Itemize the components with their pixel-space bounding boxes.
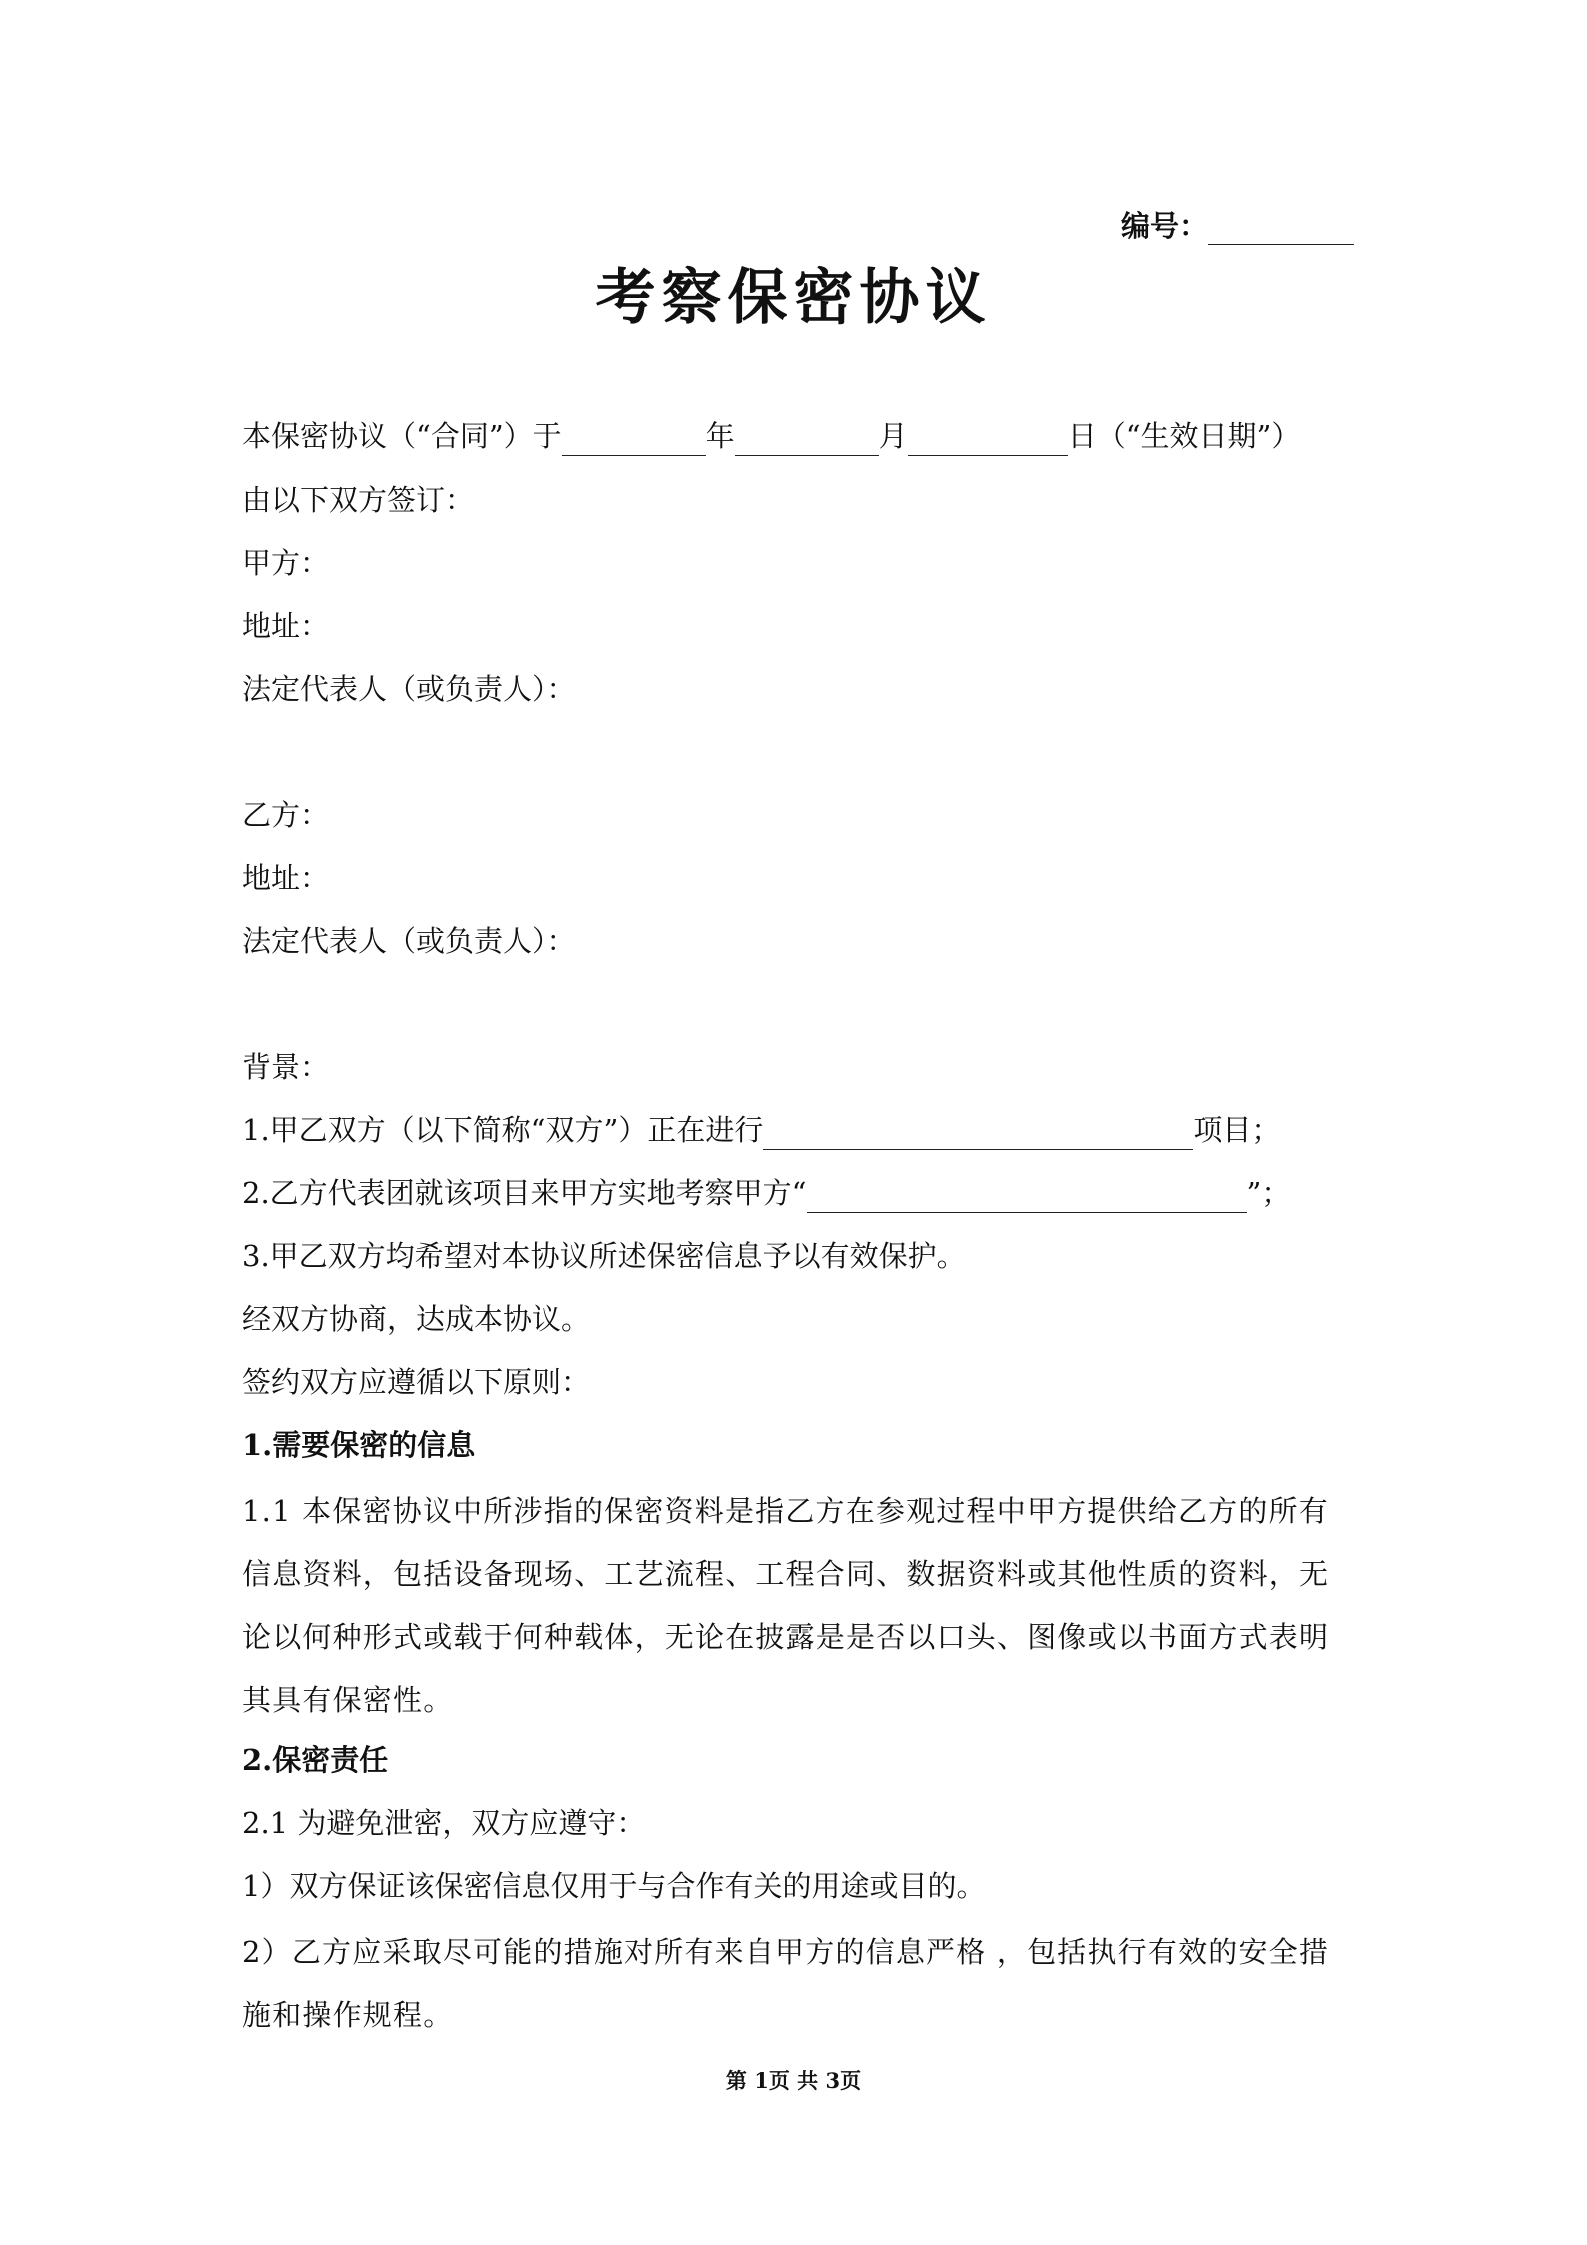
party-a-label: 甲方： <box>242 546 330 580</box>
party-a-representative: 法定代表人（或负责人）： <box>242 672 576 706</box>
background-item-2-text: 2.乙方代表团就该项目来甲方实地考察甲方“ <box>242 1176 807 1210</box>
background-item-2-suffix: ”； <box>1246 1176 1291 1210</box>
serial-number-field <box>1121 204 1354 245</box>
intro-date-line <box>242 416 1354 456</box>
section-2-heading: 2.保密责任 <box>242 1743 389 1777</box>
year-label: 年 <box>705 419 735 453</box>
section-1-1-paragraph: 1.1 本保密协议中所涉指的保密资料是指乙方在参观过程中甲方提供给乙方的所有信息资料，包括设备现场、工艺流程、工程合同、数据资料或其他性质的资料，无论以何种形式或载于何种载体，无论在披露是是否以口头、图像或以书面方式表明其具有保密性。 <box>242 1494 1330 1717</box>
month-blank[interactable] <box>735 423 879 456</box>
day-blank[interactable] <box>908 423 1068 456</box>
background-item-1-suffix: 项目； <box>1193 1113 1281 1147</box>
background-item-1 <box>242 1110 1354 1150</box>
month-label: 月 <box>878 419 908 453</box>
party-b-label: 乙方： <box>242 798 330 832</box>
background-item-2 <box>242 1173 1354 1213</box>
document-title: 考察保密协议 <box>595 263 992 333</box>
serial-blank[interactable] <box>1208 212 1354 245</box>
party-b-address: 地址： <box>242 861 330 895</box>
project-name-blank[interactable] <box>763 1117 1193 1150</box>
site-name-blank[interactable] <box>807 1180 1247 1213</box>
background-item-1-text: 1.甲乙双方（以下简称“双方”）正在进行 <box>242 1113 764 1147</box>
agreement-line: 经双方协商，达成本协议。 <box>242 1302 591 1336</box>
section-2-item-2: 2）乙方应采取尽可能的措施对所有来自甲方的信息严格 ，包括执行有效的安全措施和操作规程。 <box>242 1935 1330 2032</box>
section-1-heading: 1.需要保密的信息 <box>242 1428 476 1462</box>
background-item-3: 3.甲乙双方均希望对本协议所述保密信息予以有效保护。 <box>242 1239 966 1273</box>
intro-text: 本保密协议（“合同”）于 <box>242 419 562 453</box>
section-2-1: 2.1 为避免泄密，双方应遵守： <box>242 1806 646 1840</box>
serial-label: 编号： <box>1120 209 1208 243</box>
page-footer: 第 1页 共 3页 <box>725 2068 862 2093</box>
effective-date-label: 日（“生效日期”） <box>1067 419 1301 453</box>
year-blank[interactable] <box>562 423 706 456</box>
signing-line: 由以下双方签订： <box>242 483 475 517</box>
section-2-item-1: 1）双方保证该保密信息仅用于与合作有关的用途或目的。 <box>242 1869 986 1903</box>
background-label: 背景： <box>242 1050 330 1084</box>
party-a-address: 地址： <box>242 609 330 643</box>
party-b-representative: 法定代表人（或负责人）： <box>242 924 576 958</box>
principles-line: 签约双方应遵循以下原则： <box>242 1365 591 1399</box>
